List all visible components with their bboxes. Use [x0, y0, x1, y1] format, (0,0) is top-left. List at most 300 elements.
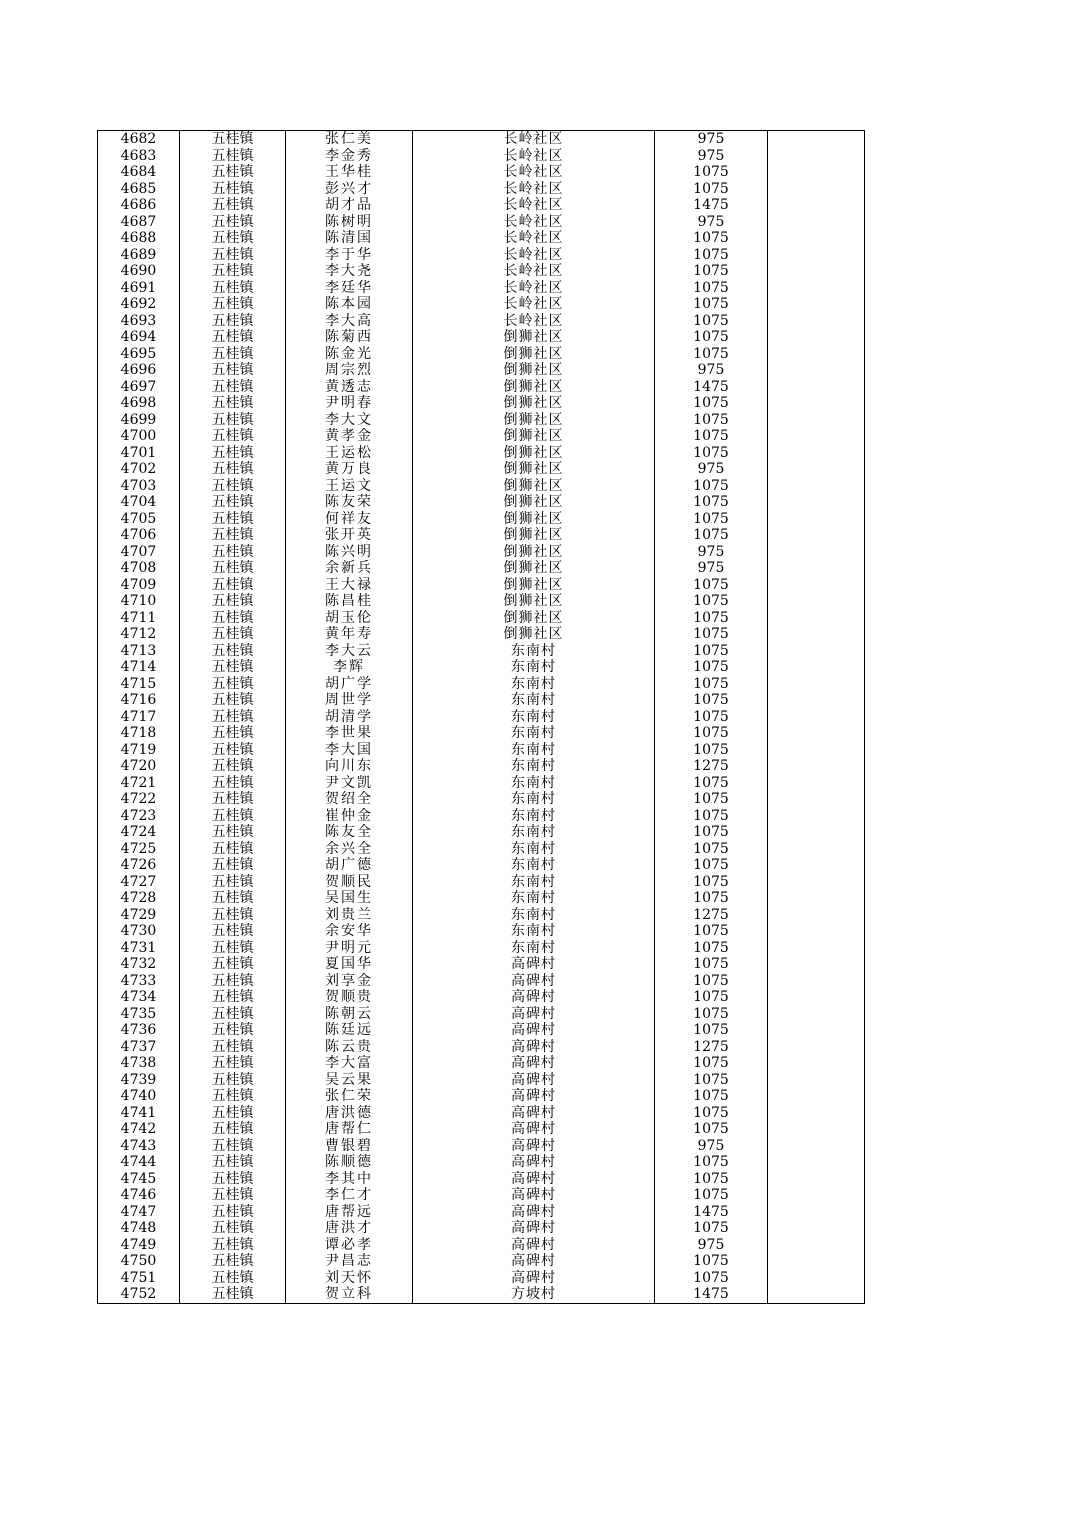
amount-cell: 975	[655, 1237, 768, 1254]
table-row	[98, 659, 865, 676]
amount-cell: 1475	[655, 379, 768, 396]
amount-cell: 1075	[655, 989, 768, 1006]
town-cell: 五桂镇	[180, 1121, 286, 1138]
table-row	[98, 1154, 865, 1171]
table-row	[98, 329, 865, 346]
serial-number-cell: 4738	[98, 1055, 180, 1072]
village-cell: 高碑村	[413, 989, 655, 1006]
village-cell: 倒狮社区	[413, 412, 655, 429]
table-row	[98, 1204, 865, 1221]
amount-cell: 1075	[655, 1088, 768, 1105]
amount-cell: 1075	[655, 692, 768, 709]
name-cell: 王大禄	[286, 577, 413, 594]
amount-cell: 1075	[655, 626, 768, 643]
amount-cell: 1075	[655, 791, 768, 808]
table-row	[98, 560, 865, 577]
table-row	[98, 940, 865, 957]
serial-number-cell: 4697	[98, 379, 180, 396]
table-row	[98, 1253, 865, 1270]
serial-number-cell: 4731	[98, 940, 180, 957]
serial-number-cell: 4693	[98, 313, 180, 330]
name-cell: 陈昌桂	[286, 593, 413, 610]
table-row	[98, 791, 865, 808]
town-cell: 五桂镇	[180, 841, 286, 858]
name-cell: 李世果	[286, 725, 413, 742]
town-cell: 五桂镇	[180, 643, 286, 660]
table-row	[98, 1220, 865, 1237]
town-cell: 五桂镇	[180, 874, 286, 891]
amount-cell: 1075	[655, 659, 768, 676]
remark-cell	[768, 164, 865, 181]
serial-number-cell: 4686	[98, 197, 180, 214]
remark-cell	[768, 1171, 865, 1188]
name-cell: 胡清学	[286, 709, 413, 726]
serial-number-cell: 4699	[98, 412, 180, 429]
village-cell: 倒狮社区	[413, 461, 655, 478]
village-cell: 长岭社区	[413, 197, 655, 214]
village-cell: 倒狮社区	[413, 329, 655, 346]
serial-number-cell: 4733	[98, 973, 180, 990]
name-cell: 李大富	[286, 1055, 413, 1072]
amount-cell: 1075	[655, 527, 768, 544]
amount-cell: 1075	[655, 1006, 768, 1023]
serial-number-cell: 4749	[98, 1237, 180, 1254]
amount-cell: 1075	[655, 610, 768, 627]
table-row	[98, 923, 865, 940]
table-row	[98, 428, 865, 445]
serial-number-cell: 4701	[98, 445, 180, 462]
amount-cell: 1075	[655, 412, 768, 429]
town-cell: 五桂镇	[180, 445, 286, 462]
table-row	[98, 577, 865, 594]
name-cell: 贺立科	[286, 1286, 413, 1303]
village-cell: 东南村	[413, 940, 655, 957]
amount-cell: 1075	[655, 164, 768, 181]
serial-number-cell: 4752	[98, 1286, 180, 1303]
serial-number-cell: 4717	[98, 709, 180, 726]
village-cell: 东南村	[413, 758, 655, 775]
remark-cell	[768, 725, 865, 742]
village-cell: 高碑村	[413, 1088, 655, 1105]
table-row	[98, 181, 865, 198]
serial-number-cell: 4743	[98, 1138, 180, 1155]
name-cell: 余安华	[286, 923, 413, 940]
name-cell: 陈云贵	[286, 1039, 413, 1056]
name-cell: 贺顺贵	[286, 989, 413, 1006]
amount-cell: 975	[655, 362, 768, 379]
table-row	[98, 1187, 865, 1204]
remark-cell	[768, 362, 865, 379]
name-cell: 唐帮仁	[286, 1121, 413, 1138]
village-cell: 高碑村	[413, 1022, 655, 1039]
village-cell: 东南村	[413, 841, 655, 858]
amount-cell: 1075	[655, 395, 768, 412]
table-row	[98, 758, 865, 775]
name-cell: 李大云	[286, 643, 413, 660]
amount-cell: 1075	[655, 775, 768, 792]
village-cell: 长岭社区	[413, 214, 655, 231]
remark-cell	[768, 1138, 865, 1155]
town-cell: 五桂镇	[180, 181, 286, 198]
name-cell: 李于华	[286, 247, 413, 264]
name-cell: 王运松	[286, 445, 413, 462]
name-cell: 夏国华	[286, 956, 413, 973]
serial-number-cell: 4691	[98, 280, 180, 297]
village-cell: 东南村	[413, 775, 655, 792]
remark-cell	[768, 692, 865, 709]
village-cell: 长岭社区	[413, 263, 655, 280]
name-cell: 贺顺民	[286, 874, 413, 891]
town-cell: 五桂镇	[180, 263, 286, 280]
town-cell: 五桂镇	[180, 725, 286, 742]
remark-cell	[768, 1237, 865, 1254]
remark-cell	[768, 775, 865, 792]
village-cell: 东南村	[413, 791, 655, 808]
name-cell: 向川东	[286, 758, 413, 775]
village-cell: 高碑村	[413, 1270, 655, 1287]
town-cell: 五桂镇	[180, 857, 286, 874]
amount-cell: 1075	[655, 1105, 768, 1122]
name-cell: 陈兴明	[286, 544, 413, 561]
village-cell: 东南村	[413, 709, 655, 726]
serial-number-cell: 4725	[98, 841, 180, 858]
table-row	[98, 725, 865, 742]
village-cell: 高碑村	[413, 1220, 655, 1237]
remark-cell	[768, 593, 865, 610]
village-cell: 高碑村	[413, 956, 655, 973]
serial-number-cell: 4702	[98, 461, 180, 478]
village-cell: 高碑村	[413, 1253, 655, 1270]
amount-cell: 1075	[655, 1154, 768, 1171]
table-row	[98, 626, 865, 643]
amount-cell: 1075	[655, 263, 768, 280]
town-cell: 五桂镇	[180, 296, 286, 313]
name-cell: 谭必孝	[286, 1237, 413, 1254]
remark-cell	[768, 989, 865, 1006]
remark-cell	[768, 709, 865, 726]
amount-cell: 1075	[655, 1121, 768, 1138]
town-cell: 五桂镇	[180, 593, 286, 610]
amount-cell: 975	[655, 1138, 768, 1155]
remark-cell	[768, 1154, 865, 1171]
town-cell: 五桂镇	[180, 758, 286, 775]
table-row	[98, 197, 865, 214]
serial-number-cell: 4739	[98, 1072, 180, 1089]
remark-cell	[768, 1270, 865, 1287]
name-cell: 李大国	[286, 742, 413, 759]
table-row	[98, 676, 865, 693]
remark-cell	[768, 841, 865, 858]
village-cell: 东南村	[413, 890, 655, 907]
town-cell: 五桂镇	[180, 824, 286, 841]
amount-cell: 1075	[655, 445, 768, 462]
village-cell: 长岭社区	[413, 313, 655, 330]
remark-cell	[768, 494, 865, 511]
amount-cell: 975	[655, 214, 768, 231]
town-cell: 五桂镇	[180, 626, 286, 643]
name-cell: 尹明春	[286, 395, 413, 412]
town-cell: 五桂镇	[180, 1286, 286, 1303]
serial-number-cell: 4724	[98, 824, 180, 841]
amount-cell: 1275	[655, 758, 768, 775]
name-cell: 黄孝金	[286, 428, 413, 445]
name-cell: 李大高	[286, 313, 413, 330]
amount-cell: 1075	[655, 428, 768, 445]
amount-cell: 1075	[655, 577, 768, 594]
table-row	[98, 527, 865, 544]
village-cell: 倒狮社区	[413, 577, 655, 594]
amount-cell: 1075	[655, 280, 768, 297]
village-cell: 高碑村	[413, 1039, 655, 1056]
table-row	[98, 379, 865, 396]
town-cell: 五桂镇	[180, 940, 286, 957]
table-row	[98, 709, 865, 726]
village-cell: 高碑村	[413, 973, 655, 990]
town-cell: 五桂镇	[180, 544, 286, 561]
serial-number-cell: 4721	[98, 775, 180, 792]
serial-number-cell: 4722	[98, 791, 180, 808]
remark-cell	[768, 1039, 865, 1056]
name-cell: 刘天怀	[286, 1270, 413, 1287]
remark-cell	[768, 940, 865, 957]
name-cell: 李仁才	[286, 1187, 413, 1204]
records-table-body	[98, 131, 865, 1304]
serial-number-cell: 4740	[98, 1088, 180, 1105]
amount-cell: 1075	[655, 247, 768, 264]
village-cell: 倒狮社区	[413, 428, 655, 445]
table-row	[98, 263, 865, 280]
amount-cell: 1075	[655, 1187, 768, 1204]
serial-number-cell: 4751	[98, 1270, 180, 1287]
village-cell: 高碑村	[413, 1121, 655, 1138]
village-cell: 高碑村	[413, 1138, 655, 1155]
remark-cell	[768, 1105, 865, 1122]
name-cell: 陈友全	[286, 824, 413, 841]
serial-number-cell: 4689	[98, 247, 180, 264]
remark-cell	[768, 395, 865, 412]
serial-number-cell: 4745	[98, 1171, 180, 1188]
remark-cell	[768, 742, 865, 759]
table-row	[98, 164, 865, 181]
village-cell: 东南村	[413, 659, 655, 676]
table-row	[98, 841, 865, 858]
remark-cell	[768, 544, 865, 561]
name-cell: 何祥友	[286, 511, 413, 528]
amount-cell: 1075	[655, 874, 768, 891]
town-cell: 五桂镇	[180, 511, 286, 528]
town-cell: 五桂镇	[180, 692, 286, 709]
table-row	[98, 1138, 865, 1155]
remark-cell	[768, 412, 865, 429]
table-row	[98, 874, 865, 891]
town-cell: 五桂镇	[180, 1237, 286, 1254]
amount-cell: 1075	[655, 643, 768, 660]
serial-number-cell: 4735	[98, 1006, 180, 1023]
town-cell: 五桂镇	[180, 577, 286, 594]
name-cell: 张仁美	[286, 131, 413, 148]
serial-number-cell: 4723	[98, 808, 180, 825]
village-cell: 倒狮社区	[413, 544, 655, 561]
serial-number-cell: 4742	[98, 1121, 180, 1138]
town-cell: 五桂镇	[180, 461, 286, 478]
serial-number-cell: 4736	[98, 1022, 180, 1039]
name-cell: 尹明元	[286, 940, 413, 957]
village-cell: 长岭社区	[413, 148, 655, 165]
town-cell: 五桂镇	[180, 808, 286, 825]
table-row	[98, 445, 865, 462]
remark-cell	[768, 263, 865, 280]
name-cell: 吴国生	[286, 890, 413, 907]
village-cell: 长岭社区	[413, 181, 655, 198]
remark-cell	[768, 379, 865, 396]
records-table	[97, 130, 865, 1304]
amount-cell: 1075	[655, 709, 768, 726]
remark-cell	[768, 1187, 865, 1204]
serial-number-cell: 4715	[98, 676, 180, 693]
town-cell: 五桂镇	[180, 923, 286, 940]
village-cell: 倒狮社区	[413, 511, 655, 528]
serial-number-cell: 4727	[98, 874, 180, 891]
name-cell: 李其中	[286, 1171, 413, 1188]
table-row	[98, 1237, 865, 1254]
town-cell: 五桂镇	[180, 527, 286, 544]
serial-number-cell: 4713	[98, 643, 180, 660]
remark-cell	[768, 197, 865, 214]
table-row	[98, 395, 865, 412]
table-row	[98, 1286, 865, 1303]
amount-cell: 1075	[655, 890, 768, 907]
remark-cell	[768, 527, 865, 544]
table-row	[98, 280, 865, 297]
village-cell: 高碑村	[413, 1204, 655, 1221]
name-cell: 刘贵兰	[286, 907, 413, 924]
remark-cell	[768, 1121, 865, 1138]
amount-cell: 975	[655, 544, 768, 561]
serial-number-cell: 4741	[98, 1105, 180, 1122]
remark-cell	[768, 1088, 865, 1105]
remark-cell	[768, 296, 865, 313]
remark-cell	[768, 148, 865, 165]
amount-cell: 1075	[655, 1270, 768, 1287]
town-cell: 五桂镇	[180, 164, 286, 181]
amount-cell: 1075	[655, 329, 768, 346]
serial-number-cell: 4712	[98, 626, 180, 643]
table-row	[98, 478, 865, 495]
serial-number-cell: 4726	[98, 857, 180, 874]
table-row	[98, 1171, 865, 1188]
serial-number-cell: 4705	[98, 511, 180, 528]
village-cell: 长岭社区	[413, 247, 655, 264]
remark-cell	[768, 1055, 865, 1072]
town-cell: 五桂镇	[180, 989, 286, 1006]
amount-cell: 1075	[655, 230, 768, 247]
remark-cell	[768, 461, 865, 478]
table-row	[98, 890, 865, 907]
amount-cell: 1075	[655, 1072, 768, 1089]
table-row	[98, 296, 865, 313]
table-row	[98, 1270, 865, 1287]
amount-cell: 975	[655, 148, 768, 165]
serial-number-cell: 4720	[98, 758, 180, 775]
serial-number-cell: 4694	[98, 329, 180, 346]
village-cell: 倒狮社区	[413, 346, 655, 363]
town-cell: 五桂镇	[180, 428, 286, 445]
name-cell: 李大尧	[286, 263, 413, 280]
village-cell: 高碑村	[413, 1154, 655, 1171]
amount-cell: 1275	[655, 1039, 768, 1056]
town-cell: 五桂镇	[180, 494, 286, 511]
serial-number-cell: 4690	[98, 263, 180, 280]
name-cell: 王华桂	[286, 164, 413, 181]
town-cell: 五桂镇	[180, 1138, 286, 1155]
table-row	[98, 973, 865, 990]
serial-number-cell: 4714	[98, 659, 180, 676]
village-cell: 东南村	[413, 725, 655, 742]
amount-cell: 975	[655, 131, 768, 148]
remark-cell	[768, 329, 865, 346]
remark-cell	[768, 610, 865, 627]
name-cell: 余新兵	[286, 560, 413, 577]
table-row	[98, 643, 865, 660]
table-row	[98, 808, 865, 825]
town-cell: 五桂镇	[180, 478, 286, 495]
name-cell: 贺绍全	[286, 791, 413, 808]
town-cell: 五桂镇	[180, 775, 286, 792]
amount-cell: 1075	[655, 940, 768, 957]
table-row	[98, 692, 865, 709]
village-cell: 倒狮社区	[413, 379, 655, 396]
town-cell: 五桂镇	[180, 1039, 286, 1056]
serial-number-cell: 4711	[98, 610, 180, 627]
name-cell: 胡才品	[286, 197, 413, 214]
village-cell: 方坡村	[413, 1286, 655, 1303]
name-cell: 陈顺德	[286, 1154, 413, 1171]
table-row	[98, 1022, 865, 1039]
amount-cell: 1075	[655, 181, 768, 198]
table-row	[98, 824, 865, 841]
name-cell: 陈清国	[286, 230, 413, 247]
name-cell: 胡玉伦	[286, 610, 413, 627]
name-cell: 张开英	[286, 527, 413, 544]
remark-cell	[768, 973, 865, 990]
village-cell: 长岭社区	[413, 296, 655, 313]
town-cell: 五桂镇	[180, 247, 286, 264]
village-cell: 倒狮社区	[413, 494, 655, 511]
town-cell: 五桂镇	[180, 197, 286, 214]
amount-cell: 1075	[655, 973, 768, 990]
remark-cell	[768, 791, 865, 808]
remark-cell	[768, 280, 865, 297]
village-cell: 高碑村	[413, 1072, 655, 1089]
village-cell: 倒狮社区	[413, 626, 655, 643]
name-cell: 胡广学	[286, 676, 413, 693]
serial-number-cell: 4696	[98, 362, 180, 379]
village-cell: 东南村	[413, 808, 655, 825]
remark-cell	[768, 890, 865, 907]
table-row	[98, 511, 865, 528]
village-cell: 高碑村	[413, 1055, 655, 1072]
town-cell: 五桂镇	[180, 148, 286, 165]
village-cell: 长岭社区	[413, 230, 655, 247]
remark-cell	[768, 676, 865, 693]
amount-cell: 1075	[655, 841, 768, 858]
village-cell: 高碑村	[413, 1171, 655, 1188]
remark-cell	[768, 758, 865, 775]
name-cell: 李大文	[286, 412, 413, 429]
town-cell: 五桂镇	[180, 379, 286, 396]
table-row	[98, 544, 865, 561]
name-cell: 李辉	[286, 659, 413, 676]
